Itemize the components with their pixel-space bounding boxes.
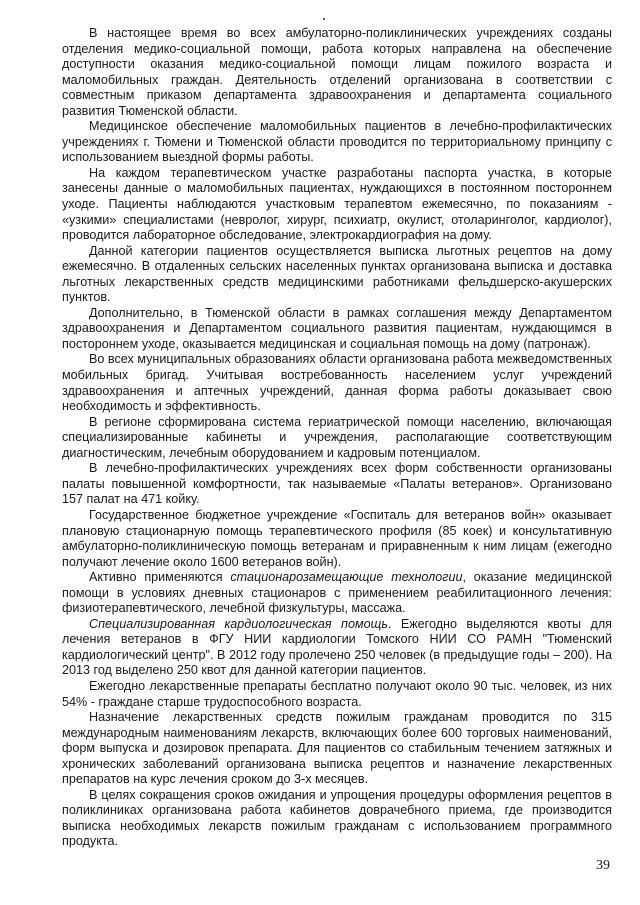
text-run: . Ежегодно выделяются квоты для лечения ветеранов в ФГУ НИИ кардиологии Томского НИИ СО РАМН "Тюменский кардиологический центр". В 2012 году пролечено 250 человек (в предыдущие годы – 200). На 2013 год выделено 250 квот для данной категории пациентов. <box>62 616 612 678</box>
page-number: 39 <box>596 858 610 873</box>
paragraph <box>62 415 612 462</box>
text-run: В регионе сформирована система гериатрической помощи населению, включающая специализированные кабинеты и учреждения, располагающие соответствующим диагностическим, лечебным оборудованием и кадровым потенциалом. <box>62 414 612 460</box>
italic-phrase: стационарозамещающие технологии <box>230 570 463 585</box>
text-run: В целях сокращения сроков ожидания и упрощения процедуры оформления рецептов в поликлиниках организована работа кабинетов доврачебного приема, где производится выписка необходимых лекарств пожилым гражданам с использованием программного продукта. <box>62 787 612 849</box>
text-run: Государственное бюджетное учреждение «Госпиталь для ветеранов войн» оказывает плановую стационарную помощь терапевтического профиля (85 коек) и консультативную амбулаторно-поликлиническую помощь ветеранам и приравненным к ним лицам (ежегодно получают лечение около 1600 ветеранов войн). <box>62 507 612 569</box>
paragraph <box>62 570 612 617</box>
paragraph <box>62 788 612 850</box>
text-run: Во всех муниципальных образованиях области организована работа межведомственных мобильных бригад. Учитывая востребованность населением услуг учреждений здравоохранения и аптечных учреждений, данная форма работы доказывает свою необходимость и эффективность. <box>62 352 612 414</box>
italic-phrase: Специализированная кардиологическая помощь <box>89 616 388 631</box>
text-run: В настоящее время во всех амбулаторно-поликлинических учреждениях созданы отделения медико-социальной помощи, работа которых направлена на обеспечение доступности оказания медико-социальной помощи лицам пожилого возраста и маломобильных граждан. Деятельность отделений организована в соответствии с совместным приказом департамента здравоохранения и департамента социального развития Тюменской области. <box>62 26 612 118</box>
paragraph <box>62 679 612 710</box>
document-body <box>62 26 612 850</box>
scan-artifact-dot <box>323 18 325 20</box>
text-run: Активно применяются <box>89 570 231 585</box>
paragraph <box>62 26 612 119</box>
text-run: Дополнительно, в Тюменской области в рамках соглашения между Департаментом здравоохранения и Департаментом социального развития пациентам, нуждающимся в постороннем уходе, оказывается медицинская и социальная помощь на дому (патронаж). <box>62 305 612 351</box>
text-run: , оказание медицинской помощи в условиях дневных стационаров с применением реабилитационного лечения: физиотерапевтического, лечебной физкультуры, массажа. <box>62 570 613 616</box>
paragraph <box>62 166 612 244</box>
text-run: Назначение лекарственных средств пожилым гражданам проводится по 315 международным наименованиям лекарств, включающих более 600 торговых наименований, форм выпуска и дозировок препарата. Для пациентов со стабильным течением затяжных и хронических заболеваний организована выписка рецептов и назначение лекарственных препаратов на курс лечения сроком до 3-х месяцев. <box>62 710 612 787</box>
text-run: Ежегодно лекарственные препараты бесплатно получают около 90 тыс. человек, из них 54% - граждане старше трудоспособного возраста. <box>62 678 612 709</box>
paragraph <box>62 352 612 414</box>
paragraph <box>62 244 612 306</box>
text-run: На каждом терапевтическом участке разработаны паспорта участка, в которые занесены данные о маломобильных пациентах, нуждающихся в постоянном постороннем уходе. Пациенты наблюдаются участковым терапевтом ежемесячно, по показаниям - «узкими» специалистами (невролог, хирург, психиатр, окулист, отоларинголог, кардиолог), проводится лабораторное обследование, электрокардиография на дому. <box>62 165 612 243</box>
paragraph <box>62 119 612 166</box>
paragraph <box>62 461 612 508</box>
paragraph <box>62 306 612 353</box>
text-run: Данной категории пациентов осуществляется выписка льготных рецептов на дому ежемесячно. В отдаленных сельских населенных пунктах организована выписка и доставка льготных лекарственных средств медицинскими работниками фельдшерско-акушерских пунктов. <box>62 243 612 305</box>
text-run: Медицинское обеспечение маломобильных пациентов в лечебно-профилактических учреждениях г. Тюмени и Тюменской области проводится по территориальному принципу с использованием выездной формы работы. <box>62 119 612 165</box>
paragraph <box>62 710 612 788</box>
paragraph <box>62 508 612 570</box>
text-run: В лечебно-профилактических учреждениях всех форм собственности организованы палаты повышенной комфортности, так называемые «Палаты ветеранов». Организовано 157 палат на 471 койку. <box>62 461 612 507</box>
paragraph <box>62 617 612 679</box>
